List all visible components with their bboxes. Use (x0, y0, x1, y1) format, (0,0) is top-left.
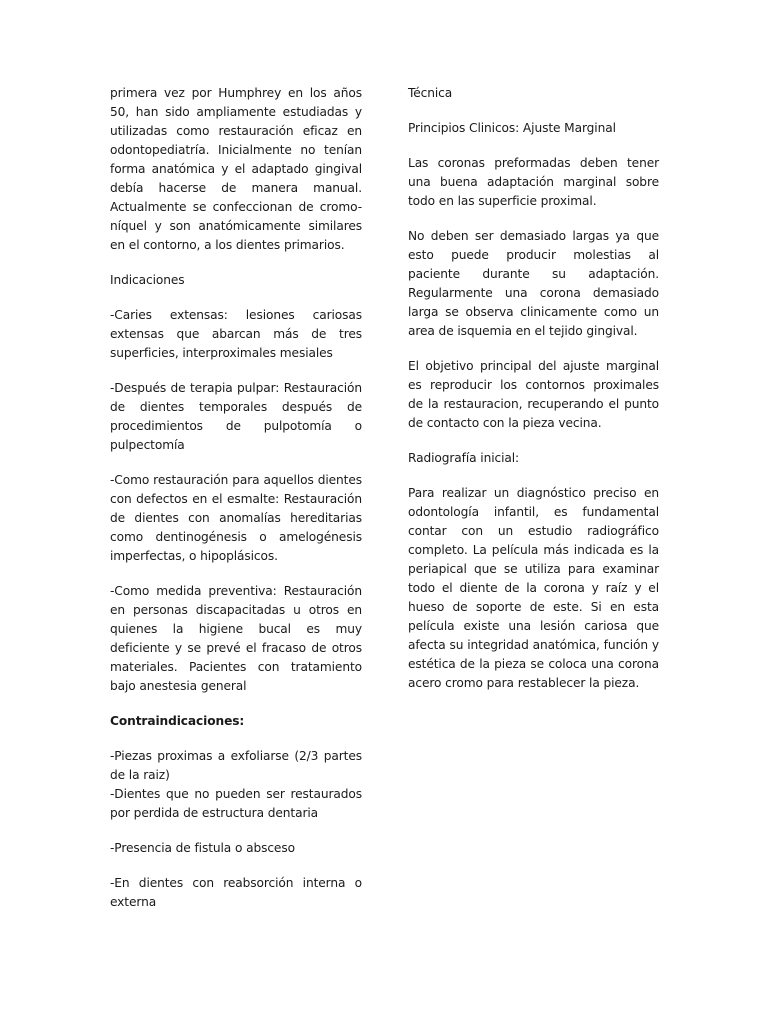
contraindication-item: -Piezas proximas a exfoliarse (2/3 partes de la raiz) (110, 749, 362, 782)
indication-item: -Como medida preventiva: Restauración en personas discapacitadas u otros en quienes la higiene bucal es muy deficiente y se prevé el fracaso de otros materiales. Pacientes con tratamiento bajo anestesia general (110, 584, 362, 693)
body-paragraph: El objetivo principal del ajuste marginal es reproducir los contornos proximales de la restauracion, recuperando el punto de contacto con la pieza vecina. (408, 359, 659, 430)
body-paragraph: Para realizar un diagnóstico preciso en odontología infantil, es fundamental contar con un estudio radiográfico completo. La película más indicada es la periapical que se utiliza para examinar todo el diente de la corona y raíz y el hueso de soporte de este. Si en esta película existe una lesión cariosa que afecta su integridad anatómica, función y estética de la pieza se coloca una corona acero cromo para restablecer la pieza. (408, 486, 659, 690)
left-column (110, 84, 362, 928)
intro-paragraph: primera vez por Humphrey en los años 50, han sido ampliamente estudiadas y utilizadas como restauración eficaz en odontopediatría. Inicialmente no tenían forma anatómica y el adaptado gingival debía hacerse de manera manual. Actualmente se confeccionan de cromo-níquel y son anatómicamente similares en el contorno, a los dientes primarios. (110, 86, 362, 252)
right-column (408, 84, 659, 709)
indication-item: -Caries extensas: lesiones cariosas extensas que abarcan más de tres superficies, interproximales mesiales (110, 308, 362, 360)
technique-heading: Técnica (408, 86, 453, 100)
body-paragraph: No deben ser demasiado largas ya que esto puede producir molestias al paciente durante su adaptación. Regularmente una corona demasiado larga se observa clinicamente como un area de isquemia en el tejido gingival. (408, 229, 659, 338)
body-paragraph: Las coronas preformadas deben tener una buena adaptación marginal sobre todo en las superficie proximal. (408, 156, 659, 208)
radiography-heading: Radiografía inicial: (408, 451, 520, 465)
contraindication-item: -En dientes con reabsorción interna o externa (110, 876, 362, 909)
contraindication-item: -Dientes que no pueden ser restaurados por perdida de estructura dentaria (110, 787, 362, 820)
principles-heading: Principios Clinicos: Ajuste Marginal (408, 121, 616, 135)
contraindications-heading: Contraindicaciones: (110, 714, 245, 728)
indications-heading: Indicaciones (110, 273, 185, 287)
indication-item: -Como restauración para aquellos dientes con defectos en el esmalte: Restauración de dientes con anomalías hereditarias como dentinogénesis o amelogénesis imperfectas, o hipoplásicos. (110, 473, 362, 563)
contraindication-item: -Presencia de fistula o absceso (110, 841, 295, 855)
indication-item: -Después de terapia pulpar: Restauración de dientes temporales después de procedimientos de pulpotomía o pulpectomía (110, 381, 362, 452)
